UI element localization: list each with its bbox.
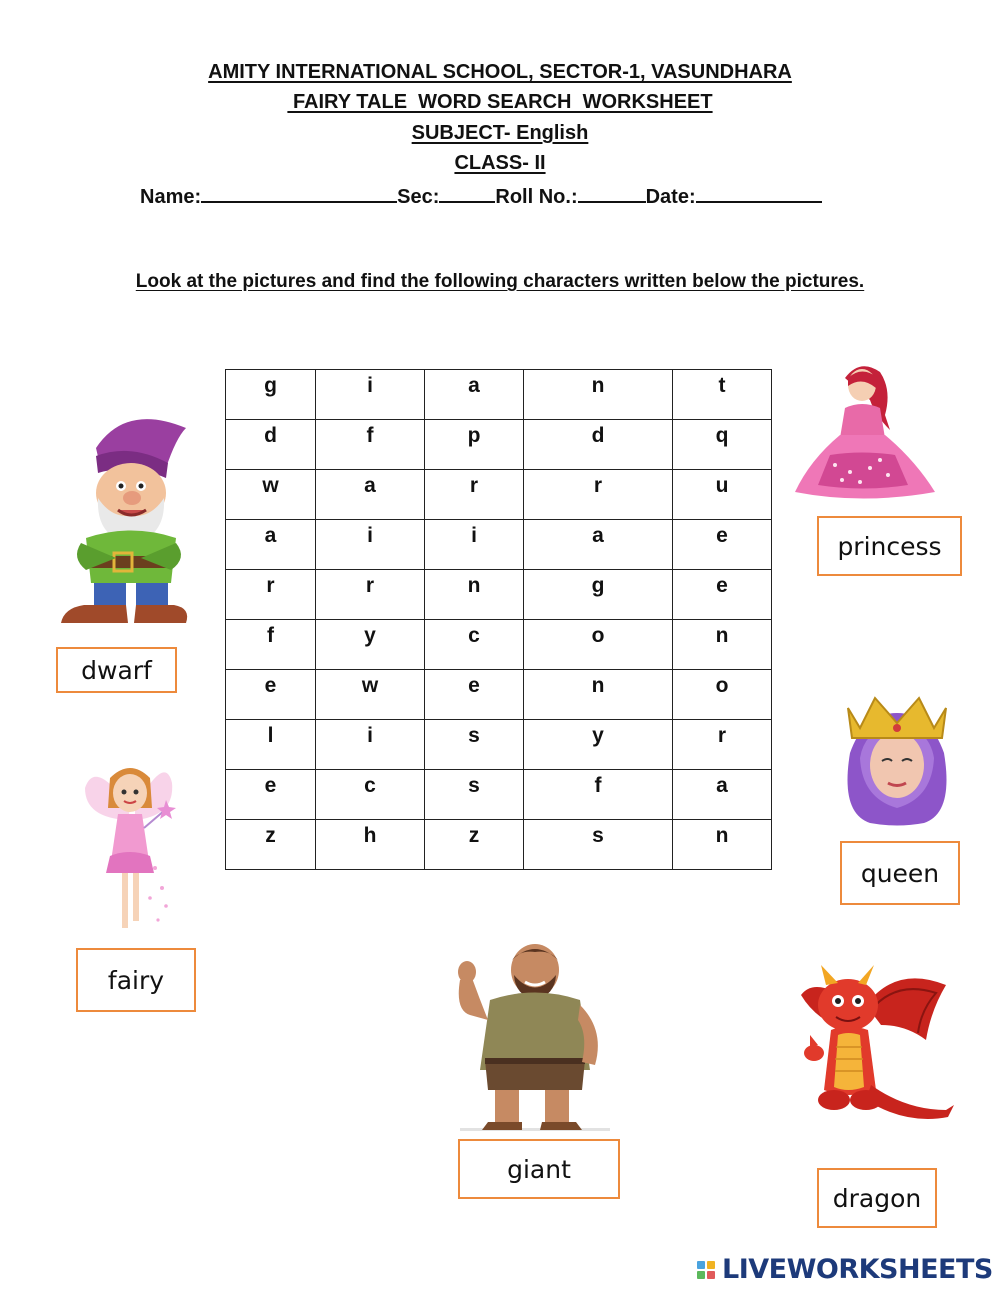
subject-heading: SUBJECT- English (411, 122, 589, 144)
princess-illustration-icon (790, 360, 940, 500)
grid-cell[interactable]: f (316, 420, 425, 470)
grid-cell[interactable]: r (524, 470, 673, 520)
date-label: Date: (645, 186, 696, 208)
grid-row (226, 570, 772, 620)
grid-row (226, 470, 772, 520)
grid-cell[interactable]: h (316, 820, 425, 870)
grid-cell[interactable]: g (524, 570, 673, 620)
grid-cell[interactable]: d (524, 420, 673, 470)
grid-cell[interactable]: d (226, 420, 316, 470)
grid-cell[interactable]: n (524, 670, 673, 720)
grid-cell[interactable]: w (226, 470, 316, 520)
grid-cell[interactable]: r (316, 570, 425, 620)
school-name-heading: AMITY INTERNATIONAL SCHOOL, SECTOR-1, VASUNDHARA (208, 61, 792, 83)
label-princess: princess (817, 516, 962, 576)
grid-cell[interactable]: n (673, 820, 772, 870)
grid-cell[interactable]: u (673, 470, 772, 520)
grid-row (226, 720, 772, 770)
grid-cell[interactable]: s (524, 820, 673, 870)
name-label: Name: (140, 186, 202, 208)
grid-cell[interactable]: o (524, 620, 673, 670)
grid-cell[interactable]: z (226, 820, 316, 870)
grid-cell[interactable]: e (673, 520, 772, 570)
grid-row (226, 770, 772, 820)
grid-cell[interactable]: i (316, 370, 425, 420)
brand-text: LIVEWORKSHEETS (722, 1254, 993, 1285)
grid-cell[interactable]: a (316, 470, 425, 520)
grid-cell[interactable]: n (524, 370, 673, 420)
grid-cell[interactable]: y (316, 620, 425, 670)
date-blank[interactable] (696, 181, 822, 203)
grid-cell[interactable]: s (425, 770, 524, 820)
instruction-text: Look at the pictures and find the following characters written below the pictures. (135, 271, 865, 292)
fairy-illustration-icon (80, 748, 180, 948)
grid-cell[interactable]: r (226, 570, 316, 620)
grid-cell[interactable]: n (673, 620, 772, 670)
grid-cell[interactable]: y (524, 720, 673, 770)
grid-cell[interactable]: e (226, 670, 316, 720)
grid-cell[interactable]: e (425, 670, 524, 720)
grid-row (226, 420, 772, 470)
class-heading: CLASS- II (454, 152, 546, 174)
grid-cell[interactable]: o (673, 670, 772, 720)
grid-cell[interactable]: e (673, 570, 772, 620)
grid-cell[interactable]: r (425, 470, 524, 520)
grid-cell[interactable]: f (524, 770, 673, 820)
roll-blank[interactable] (578, 181, 646, 203)
grid-row (226, 670, 772, 720)
grid-row (226, 620, 772, 670)
grid-cell[interactable]: w (316, 670, 425, 720)
grid-cell[interactable]: z (425, 820, 524, 870)
label-dwarf: dwarf (56, 647, 177, 693)
label-dragon: dragon (817, 1168, 937, 1228)
dragon-illustration-icon (796, 965, 956, 1135)
grid-cell[interactable]: f (226, 620, 316, 670)
name-blank[interactable] (201, 181, 397, 203)
label-fairy: fairy (76, 948, 196, 1012)
grid-cell[interactable]: s (425, 720, 524, 770)
grid-cell[interactable]: a (425, 370, 524, 420)
grid-cell[interactable]: g (226, 370, 316, 420)
grid-cell[interactable]: r (673, 720, 772, 770)
dwarf-illustration-icon (56, 408, 198, 628)
label-queen: queen (840, 841, 960, 905)
sec-blank[interactable] (439, 181, 495, 203)
grid-cell[interactable]: c (316, 770, 425, 820)
grid-cell[interactable]: i (316, 720, 425, 770)
grid-cell[interactable]: i (425, 520, 524, 570)
grid-cell[interactable]: n (425, 570, 524, 620)
grid-row (226, 370, 772, 420)
grid-cell[interactable]: a (226, 520, 316, 570)
label-giant: giant (458, 1139, 620, 1199)
grid-row (226, 820, 772, 870)
sec-label: Sec: (397, 186, 440, 208)
grid-cell[interactable]: c (425, 620, 524, 670)
grid-cell[interactable]: a (673, 770, 772, 820)
grid-cell[interactable]: t (673, 370, 772, 420)
worksheet-title: FAIRY TALE WORD SEARCH WORKSHEET (287, 91, 713, 113)
grid-row (226, 520, 772, 570)
grid-cell[interactable]: a (524, 520, 673, 570)
grid-cell[interactable]: p (425, 420, 524, 470)
giant-illustration-icon (440, 940, 620, 1135)
word-search-grid (225, 369, 772, 870)
queen-illustration-icon (830, 683, 964, 828)
grid-cell[interactable]: e (226, 770, 316, 820)
logo-squares-icon (696, 1260, 718, 1280)
liveworksheets-logo (696, 1254, 993, 1285)
roll-label: Roll No.: (495, 186, 578, 208)
student-info-line (140, 181, 880, 210)
grid-cell[interactable]: l (226, 720, 316, 770)
grid-cell[interactable]: q (673, 420, 772, 470)
grid-cell[interactable]: i (316, 520, 425, 570)
